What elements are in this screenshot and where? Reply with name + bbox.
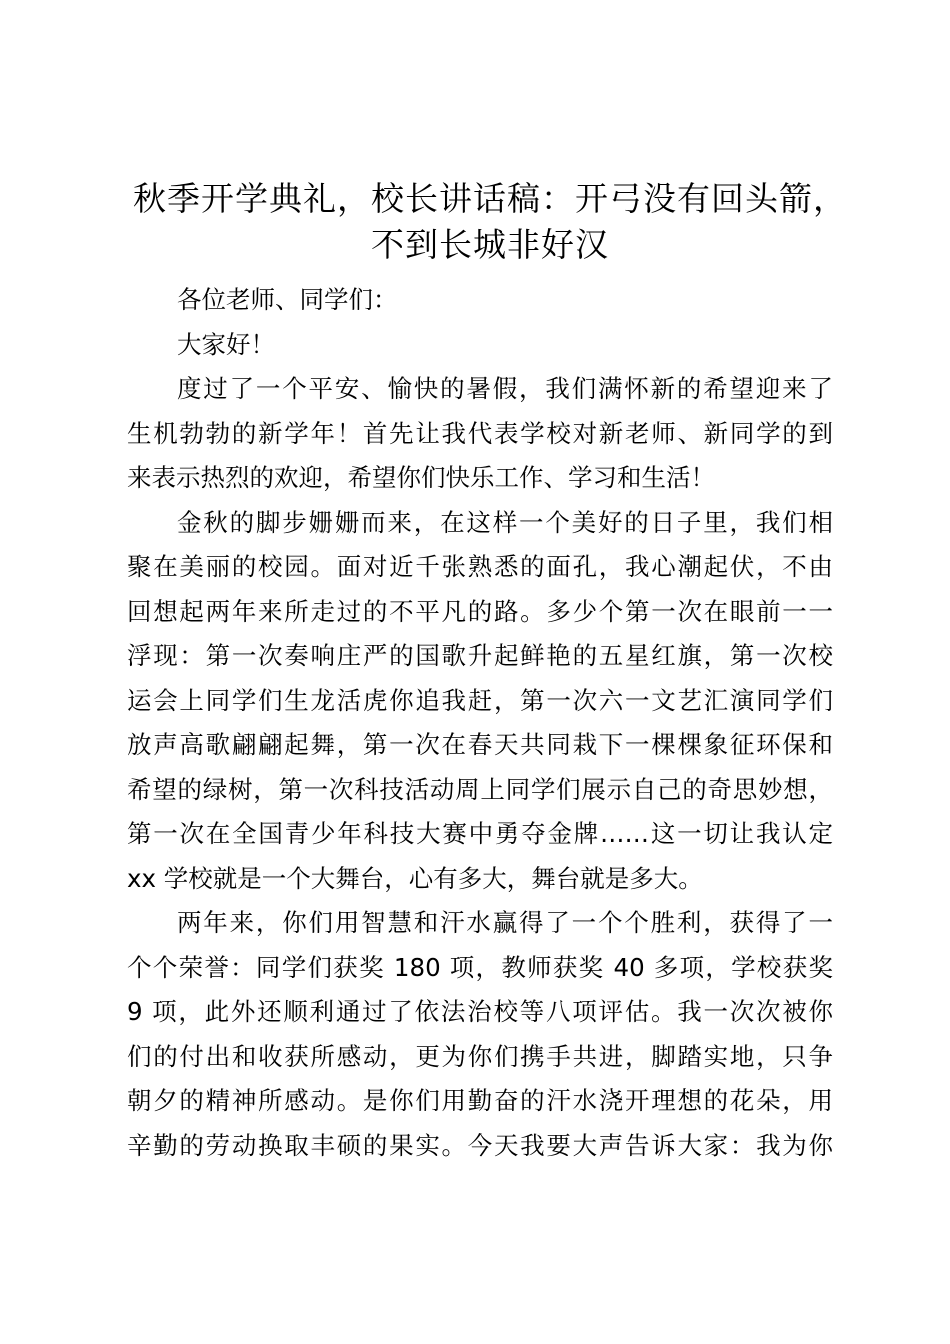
paragraph-line: 生机勃勃的新学年！首先让我代表学校对新老师、新同学的到 <box>127 418 833 448</box>
salutation: 各位老师、同学们： <box>177 285 398 314</box>
paragraph-line: 两年来，你们用智慧和汗水赢得了一个个胜利，获得了一 <box>177 908 833 937</box>
paragraph-3 <box>127 901 833 1168</box>
paragraph-line: xx 学校就是一个大舞台，心有多大，舞台就是多大。 <box>127 863 703 893</box>
paragraph-line: 9 项，此外还顺利通过了依法治校等八项评估。我一次次被你 <box>127 997 833 1026</box>
paragraph-line: 来表示热烈的欢迎，希望你们快乐工作、学习和生活！ <box>127 463 715 492</box>
paragraph-line: 放声高歌翩翩起舞，第一次在春天共同栽下一棵棵象征环保和 <box>127 730 833 759</box>
paragraph-line: 第一次在全国青少年科技大赛中勇夺金牌……这一切让我认定 <box>127 819 833 848</box>
paragraph-line: 聚在美丽的校园。面对近千张熟悉的面孔，我心潮起伏，不由 <box>127 552 833 581</box>
paragraph-line: 金秋的脚步姗姗而来，在这样一个美好的日子里，我们相 <box>177 507 833 537</box>
paragraph-line: 回想起两年来所走过的不平凡的路。多少个第一次在眼前一一 <box>127 596 833 626</box>
paragraph-line: 浮现：第一次奏响庄严的国歌升起鲜艳的五星红旗，第一次校 <box>127 641 833 670</box>
paragraph-line: 运会上同学们生龙活虎你追我赶，第一次六一文艺汇演同学们 <box>127 685 833 715</box>
paragraph-line: 辛勤的劳动换取丰硕的果实。今天我要大声告诉大家：我为你 <box>127 1130 833 1160</box>
paragraph-line: 个个荣誉：同学们获奖 180 项，教师获奖 40 多项，学校获奖 <box>127 952 833 982</box>
document-body <box>127 278 833 1168</box>
paragraph-line: 们的付出和收获所感动，更为你们携手共进，脚踏实地，只争 <box>127 1041 833 1071</box>
title-line-2: 不到长城非好汉 <box>371 225 609 264</box>
greeting: 大家好！ <box>177 329 275 359</box>
paragraph-2 <box>127 501 833 902</box>
paragraph-line: 希望的绿树，第一次科技活动周上同学们展示自己的奇思妙想， <box>127 774 833 804</box>
title-line-1: 秋季开学典礼，校长讲话稿：开弓没有回头箭， <box>133 179 847 218</box>
paragraph-1 <box>127 367 833 501</box>
paragraph-line: 度过了一个平安、愉快的暑假，我们满怀新的希望迎来了 <box>177 374 833 403</box>
document-title <box>120 176 860 268</box>
paragraph-line: 朝夕的精神所感动。是你们用勤奋的汗水浇开理想的花朵，用 <box>127 1086 833 1115</box>
